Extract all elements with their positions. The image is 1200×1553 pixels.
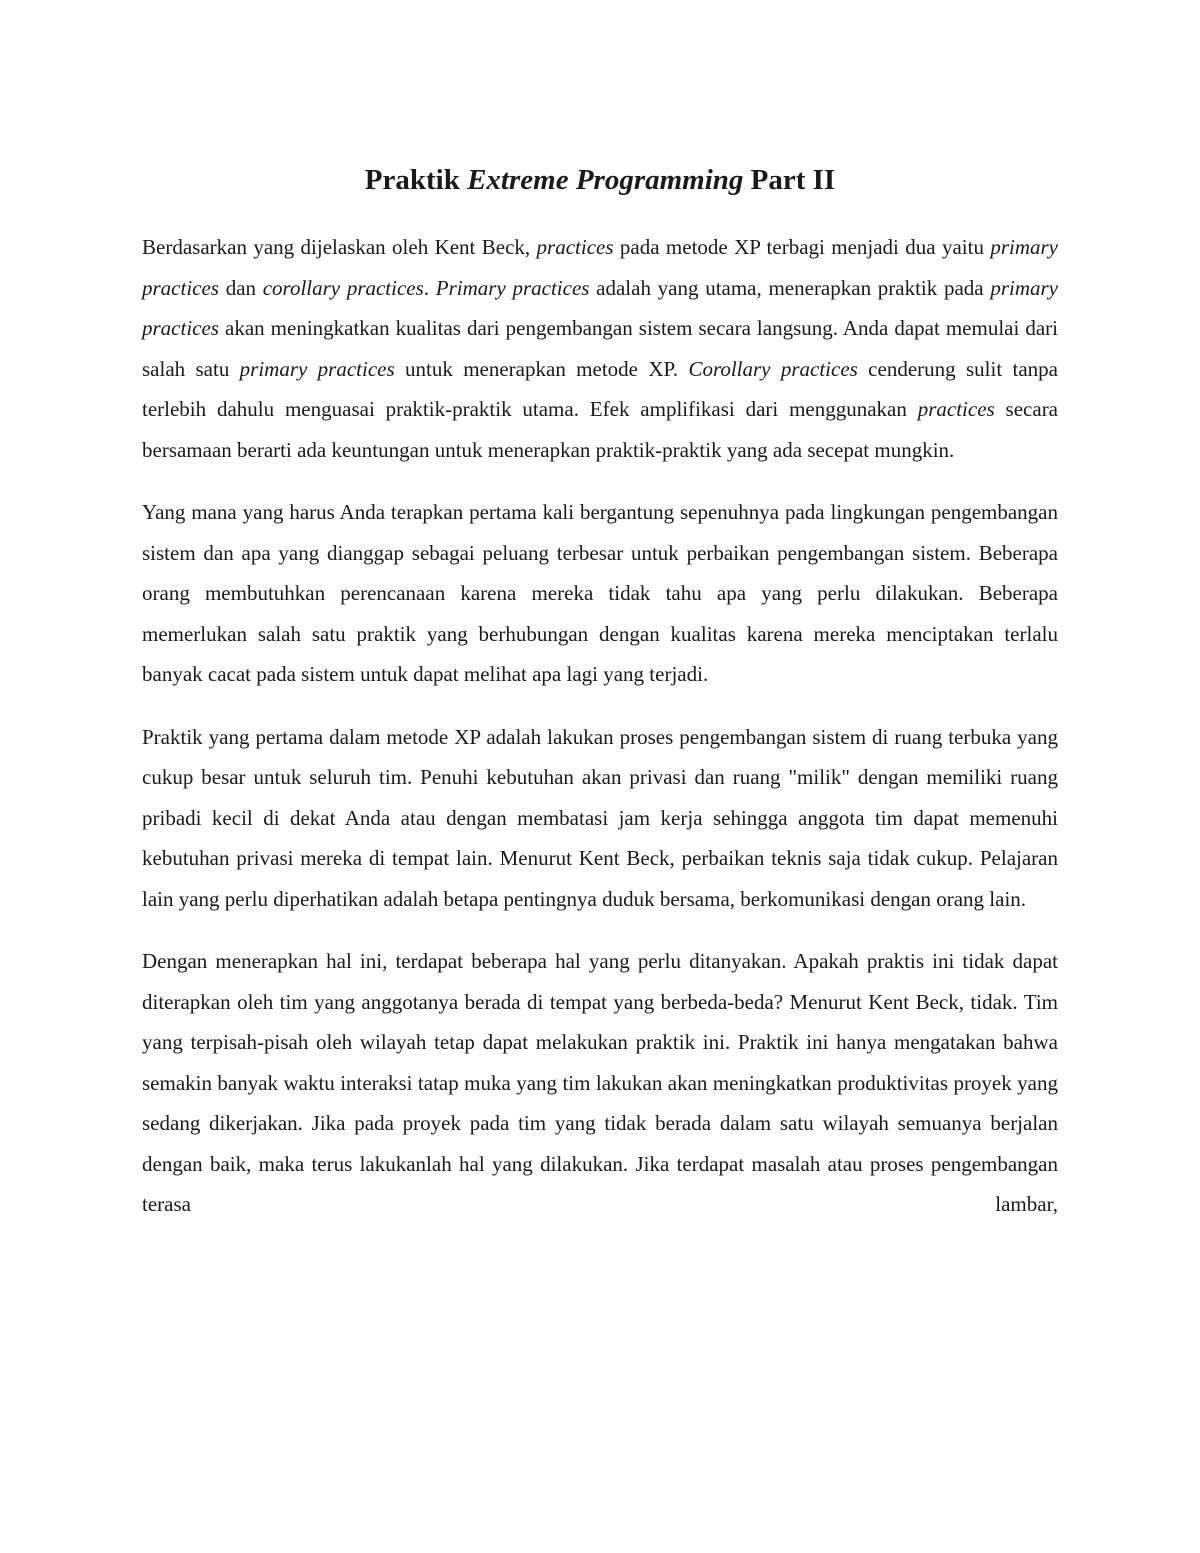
text-run: pada metode XP terbagi menjadi dua yaitu — [613, 235, 991, 259]
italic-term: practices — [917, 397, 995, 421]
text-run: . — [423, 275, 436, 300]
body-text — [142, 227, 1058, 1247]
text-run: Praktik yang pertama dalam metode XP adalah lakukan proses pengembangan sistem di ruang terbuka yang cukup besar untuk seluruh tim. Penuhi kebutuhan akan privasi dan ruang "milik" dengan memiliki ruang pribadi kecil di dekat Anda atau dengan membatasi jam kerja sehingga anggota tim dapat memenuhi kebutuhan privasi mereka di tempat lain. Menurut Kent Beck, perbaikan teknis saja tidak cukup. Pelajaran lain yang perlu diperhatikan adalah betapa pentingnya duduk bersama, berkomunikasi dengan orang lain. — [142, 724, 1058, 911]
title-part-suffix: Part II — [743, 164, 836, 196]
paragraph-3 — [142, 717, 1058, 920]
text-run: dan — [218, 275, 263, 300]
italic-term: practices — [536, 235, 614, 259]
title-part-italic: Extreme Programming — [467, 164, 744, 196]
text-run: cenderung sulit tanpa terlebih dahulu menguasai praktik-praktik utama. Efek amplifikasi dari menggunakan — [142, 356, 1058, 421]
text-run: untuk menerapkan metode XP. — [394, 356, 689, 381]
text-run: Yang mana yang harus Anda terapkan pertama kali bergantung sepenuhnya pada lingkungan pengembangan sistem dan apa yang dianggap sebagai peluang terbesar untuk perbaikan pengembangan sistem. Beberapa orang membutuhkan perencanaan karena mereka tidak tahu apa yang perlu dilakukan. Beberapa memerlukan salah satu praktik yang berhubungan dengan kualitas karena mereka menciptakan terlalu banyak cacat pada sistem untuk dapat melihat apa lagi yang terjadi. — [142, 500, 1058, 686]
italic-term: primary practices — [142, 275, 1058, 340]
italic-term: primary practices — [239, 356, 395, 381]
paragraph-1 — [142, 227, 1058, 470]
text-run: Berdasarkan yang dijelaskan oleh Kent Beck, — [142, 235, 537, 259]
text-run: secara bersamaan berarti ada keuntungan untuk menerapkan praktik-praktik yang ada secepat mungkin. — [142, 397, 1059, 462]
paragraph-2 — [142, 492, 1058, 695]
text-run: akan meningkatkan kualitas dari pengembangan sistem secara langsung. Anda dapat memulai dari salah satu — [142, 316, 1058, 381]
italic-term: Corollary practices — [688, 356, 858, 381]
italic-term: corollary practices — [262, 275, 424, 300]
italic-term: Primary practices — [435, 275, 590, 300]
page-title — [0, 158, 1200, 202]
text-run: adalah yang utama, menerapkan praktik pada — [589, 275, 991, 300]
italic-term: primary practices — [142, 235, 1058, 300]
text-run: Dengan menerapkan hal ini, terdapat beberapa hal yang perlu ditanyakan. Apakah praktis ini tidak dapat diterapkan oleh tim yang anggotanya berada di tempat yang berbeda-beda? Menurut Kent Beck, tidak. Tim yang terpisah-pisah oleh wilayah tetap dapat melakukan praktik ini. Praktik ini hanya mengatakan bahwa semakin banyak waktu interaksi tatap muka yang tim lakukan akan meningkatkan produktivitas proyek yang sedang dikerjakan. Jika pada proyek pada tim yang tidak berada dalam satu wilayah semuanya berjalan dengan baik, maka terus lakukanlah hal yang dilakukan. Jika terdapat masalah atau proses pengembangan terasa lambar, — [142, 949, 1058, 1216]
paragraph-4 — [142, 941, 1058, 1225]
title-part-regular: Praktik — [364, 164, 468, 196]
